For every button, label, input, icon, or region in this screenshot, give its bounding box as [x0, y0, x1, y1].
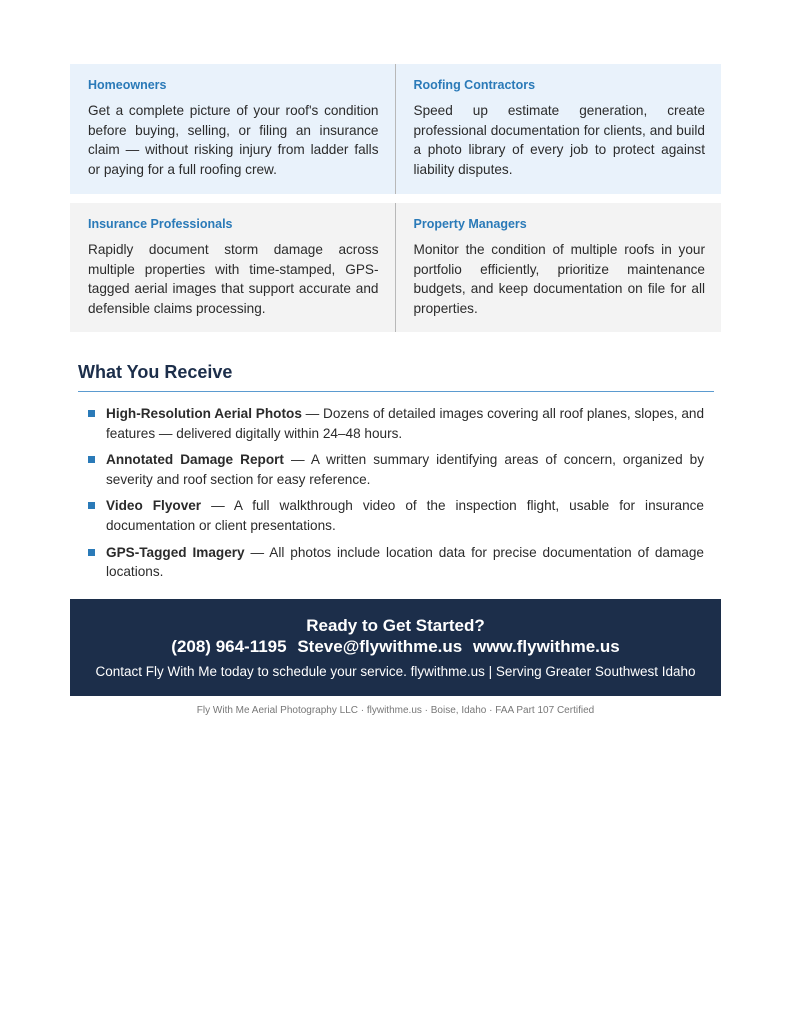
card-title: Property Managers [413, 217, 527, 231]
benefit-title: Annotated Damage Report [106, 452, 284, 468]
audience-row-2 [70, 203, 721, 332]
benefit-title: High-Resolution Aerial Photos [106, 406, 302, 421]
audience-card-homeowners [70, 64, 396, 194]
card-text: Rapidly document storm damage across multiple properties with time-stamped, GPS-tagged aerial images that support accurate and defensible claims processing. [88, 242, 379, 316]
audience-card-property-managers [396, 203, 722, 332]
square-bullet-icon [88, 549, 95, 556]
section-divider [78, 391, 714, 392]
card-text: Monitor the condition of multiple roofs in your portfolio efficiently, prioritize maintenance budgets, and keep documentation on file for all properties. [413, 242, 705, 316]
benefit-title: Video Flyover [106, 498, 202, 514]
list-item [88, 450, 704, 489]
cta-heading: Ready to Get Started? [306, 616, 485, 635]
audience-card-roofing-contractors [396, 64, 722, 194]
cta-subtext: Contact Fly With Me today to schedule your service. flywithme.us | Serving Greater Southwest Idaho [95, 664, 696, 679]
benefits-list [88, 404, 704, 589]
list-item [88, 404, 704, 443]
call-to-action-banner [70, 599, 721, 696]
benefit-text: — All photos include location data for precise documentation of damage locations. [106, 544, 704, 580]
benefit-title: GPS-Tagged Imagery [106, 544, 245, 560]
benefit-text: — A written summary identifying areas of concern, organized by severity and roof section for easy reference. [106, 452, 705, 487]
square-bullet-icon [88, 456, 95, 463]
card-text: Get a complete picture of your roof's condition before buying, selling, or filing an insurance claim — without risking injury from ladder falls or paying for a full roofing crew. [88, 103, 379, 177]
list-item [88, 543, 704, 582]
email-link[interactable]: Steve@flywithme.us [297, 637, 463, 656]
benefit-text: — A full walkthrough video of the inspection flight, usable for insurance documentation or client presentations. [106, 498, 704, 533]
square-bullet-icon [88, 502, 95, 509]
benefit-text: — Dozens of detailed images covering all roof planes, slopes, and features — delivered digitally within 24–48 hours. [106, 406, 705, 441]
audience-card-insurance-professionals [70, 203, 396, 332]
page-footer: Fly With Me Aerial Photography LLC · flywithme.us · Boise, Idaho · FAA Part 107 Certified [196, 705, 595, 716]
card-title: Roofing Contractors [413, 78, 536, 92]
phone-link[interactable]: (208) 964-1195 [171, 637, 287, 656]
card-title: Insurance Professionals [88, 217, 233, 231]
audience-row-1 [70, 64, 721, 194]
website-link[interactable]: www.flywithme.us [472, 637, 620, 656]
card-title: Homeowners [88, 78, 167, 92]
square-bullet-icon [88, 410, 95, 417]
cta-contacts [70, 636, 721, 658]
card-text: Speed up estimate generation, create professional documentation for clients, and build a photo library of every job to protect against liability disputes. [413, 103, 705, 177]
what-you-receive-heading: What You Receive [78, 362, 233, 382]
list-item [88, 496, 704, 535]
